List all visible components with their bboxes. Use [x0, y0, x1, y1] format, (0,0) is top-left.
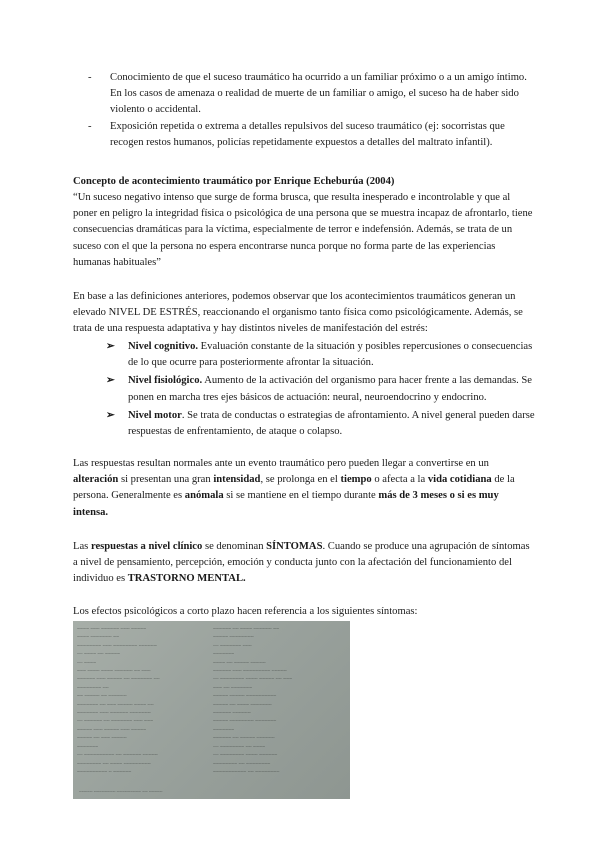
- list-item: [88, 119, 528, 151]
- list-item: [106, 373, 536, 405]
- definition-quote: “Un suceso negativo intenso que surge de forma brusca, que resulta inesperado e incontrolable y que al poner en peligro la integridad física o psicológica de una persona que se muestra incapaz de afrontarlo, tiene consecuencias dramáticas para la víctima, especialmente de terror e indefensión. Además, se trata de un suceso con el que la persona no espera encontrarse nunca porque no forma parte de las experiencias humanas habituales”: [73, 192, 533, 268]
- list-item: [88, 70, 528, 117]
- clinical-paragraph: Las respuestas a nivel clínico se denominan SÍNTOMAS. Cuando se produce una agrupación de síntomas a nivel de pensamiento, percepción, emoción y conducta junto con la afectación del funcionamiento del individuo es TRASTORNO MENTAL.: [73, 541, 530, 585]
- level-title: Nivel fisiológico.: [128, 375, 203, 387]
- photo-left-column: ~~~~ ~~~ ~~~~~~ ~~~ ~~~~~ ~~~~ ~~~~~~~ ~~ ~~~~~~~~ ~~~ ~~~~~~~~ ~~~~~~ — ~~~~ ~~ ~~~~~ — ~~~~ ~~~ ~~~~ ~~~~ ~~~~~~ ~~ ~~~ ~~~~~~ ~~~ ~~~~~ ~~ ~~~~~~~ ~~ ~~~~~~~~ ~~ ~~ ~~~~~ ~~ ~~~~~~ ~~~~~~~ ~~ ~~~ ~~~~~ ~~~~ ~~ ~~~~~~~ ~~~ ~~~~~~ ~~~~~~~ — ~~~~~~ ~~ ~~~~~~~ ~~~ ~~~ ~~~~~ ~~~ ~~~~~ ~~~ ~~~~~ ~~~~~ ~~ ~~~ ~~~~~ ~~~~~~~ — ~~~~~~~~~~ ~~ ~~~~~~ ~~~~~ ~~~~~~~~ ~~ ~~~~ ~~~~~~~~~ ~~~~~~~~~~ ~ ~~~~~~: [77, 626, 160, 775]
- level-text: . Se trata de conductas o estrategias de afrontamiento. A nivel general pueden darse respuestas de enfrentamiento, de ataque o colapso.: [128, 409, 535, 438]
- list-item: [106, 408, 536, 440]
- list-item: [106, 339, 536, 371]
- dash-list: [88, 70, 528, 153]
- arrow-bullet-icon: ➢: [106, 375, 115, 387]
- list-item-text: Conocimiento de que el suceso traumático ha ocurrido a un familiar próximo o a un amigo íntimo. En los casos de amenaza o realidad de muerte de un familiar o amigo, el suceso ha de haber sido violento o accidental.: [110, 72, 527, 115]
- level-text: Evaluación constante de la situación y posibles repercusiones o consecuencias de lo que ocurre para posteriormente afrontar la situación.: [128, 341, 533, 369]
- dash-bullet: -: [88, 72, 92, 83]
- level-text: Aumento de la activación del organismo para hacer frente a las demandas. Se ponen en marcha tres ejes básicos de actuación: neural, neuroendocrino y endocrino.: [128, 375, 533, 403]
- dash-bullet: -: [88, 121, 92, 133]
- level-title: Nivel motor: [128, 409, 182, 421]
- symptoms-table-photo: ~~~~ ~~~ ~~~~~~ ~~~ ~~~~~ ~~~~ ~~~~~~~ ~~ ~~~~~~~~ ~~~ ~~~~~~~~ ~~~~~~ — ~~~~ ~~ ~~~~~ — ~~~~ ~~~ ~~~~ ~~~~ ~~~~~~ ~~ ~~~ ~~~~~~ ~~~ ~~~~~ ~~ ~~~~~~~ ~~ ~~~~~~~~ ~~ ~~ ~~~~~ ~~ ~~~~~~ ~~~~~~~ ~~ ~~~ ~~~~~ ~~~~ ~~ ~~~~~~~ ~~~ ~~~~~~ ~~~~~~~ — ~~~~~~ ~~ ~~~~~~~ ~~~ ~~~ ~~~~~ ~~~ ~~~~~ ~~~ ~~~~~ ~~~~~ ~~ ~~~ ~~~~~ ~~~~~~~ — ~~~~~~~~~~ ~~ ~~~~~~ ~~~~~ ~~~~~~~~ ~~ ~~~~ ~~~~~~~~~ ~~~~~~~~~~ ~ ~~~~~~ ~~~~~~ ~~ ~~~~ ~~~~~~ ~~ ~~~~~ ~~~~~~~~ — ~~~~~~~ ~~~ ~~~~~~~ ~~~~ ~~ ~~~~~ ~~~~~ ~~~~~~ ~~~ ~~~~~~~~~ ~~~~~ — ~~~~~~~~ ~~~~ ~~~~~ ~~ ~~~ ~~~ ~~ ~~~~~~~ ~~~~~ ~~~~~ ~~~~~~~~~~ ~~~~~ ~~ ~~~~ ~~~~~~~ ~~~~~~ ~~~~~~ ~~~~~ ~~~~~~~~ ~~~~~~~ ~~~~~~~ ~~~~~~ ~~ ~~~~~ ~~~~~~ — ~~~~~~~~ ~~ ~~~~ — ~~~~~~~~ ~~~~ ~~~~~~ ~~~~~~~~ ~~ ~~~~~~~~ ~~~~~~~~~~~ ~~ ~~~~~~~~ ~~~~~ ~~~~~~~~ ~~~~~~~~~ ~~ ~~~~~: [73, 621, 350, 799]
- level-title: Nivel cognitivo.: [128, 341, 199, 352]
- responses-paragraph: Las respuestas resultan normales ante un evento traumático pero pueden llegar a convertirse en un alteración si presentan una gran intensidad, se prolonga en el tiempo o afecta a la vida cotidiana de la persona. Generalmente es anómala si se mantiene en el tiempo durante más de 3 meses o si es muy intensa.: [73, 458, 515, 518]
- section-heading: Concepto de acontecimiento traumático por Enrique Echeburúa (2004): [73, 176, 395, 187]
- list-item-text: Exposición repetida o extrema a detalles repulsivos del suceso traumático (ej: socorristas que recogen restos humanos, policías repetidamente expuestos a detalles del maltrato infantil).: [110, 121, 505, 149]
- arrow-bullet-icon: ➢: [106, 341, 115, 352]
- arrow-bullet-icon: ➢: [106, 409, 115, 421]
- stress-levels-list: [106, 339, 536, 442]
- photo-right-column: ~~~~~~ ~~ ~~~~ ~~~~~~ ~~ ~~~~~ ~~~~~~~~ — ~~~~~~~ ~~~ ~~~~~~~ ~~~~ ~~ ~~~~~ ~~~~~ ~~~~~~ ~~~ ~~~~~~~~~ ~~~~~ — ~~~~~~~~ ~~~~ ~~~~~ ~~ ~~~ ~~~ ~~ ~~~~~~~ ~~~~~ ~~~~~ ~~~~~~~~~~ ~~~~~ ~~ ~~~~ ~~~~~~~ ~~~~~~ ~~~~~~ ~~~~~ ~~~~~~~~ ~~~~~~~ ~~~~~~~ ~~~~~~ ~~ ~~~~~ ~~~~~~ — ~~~~~~~~ ~~ ~~~~ — ~~~~~~~~ ~~~~ ~~~~~~ ~~~~~~~~ ~~ ~~~~~~~~ ~~~~~~~~~~~ ~~ ~~~~~~~~: [213, 626, 293, 775]
- effects-intro: Los efectos psicológicos a corto plazo hacen referencia a los siguientes síntomas:: [73, 606, 418, 617]
- intro-paragraph: En base a las definiciones anteriores, podemos observar que los acontecimientos traumáticos generan un elevado NIVEL DE ESTRÉS, reaccionando el organismo tanto física como psicológicamente. Además, se trata de una respuesta adaptativa y hay distintos niveles de manifestación del estrés:: [73, 291, 523, 335]
